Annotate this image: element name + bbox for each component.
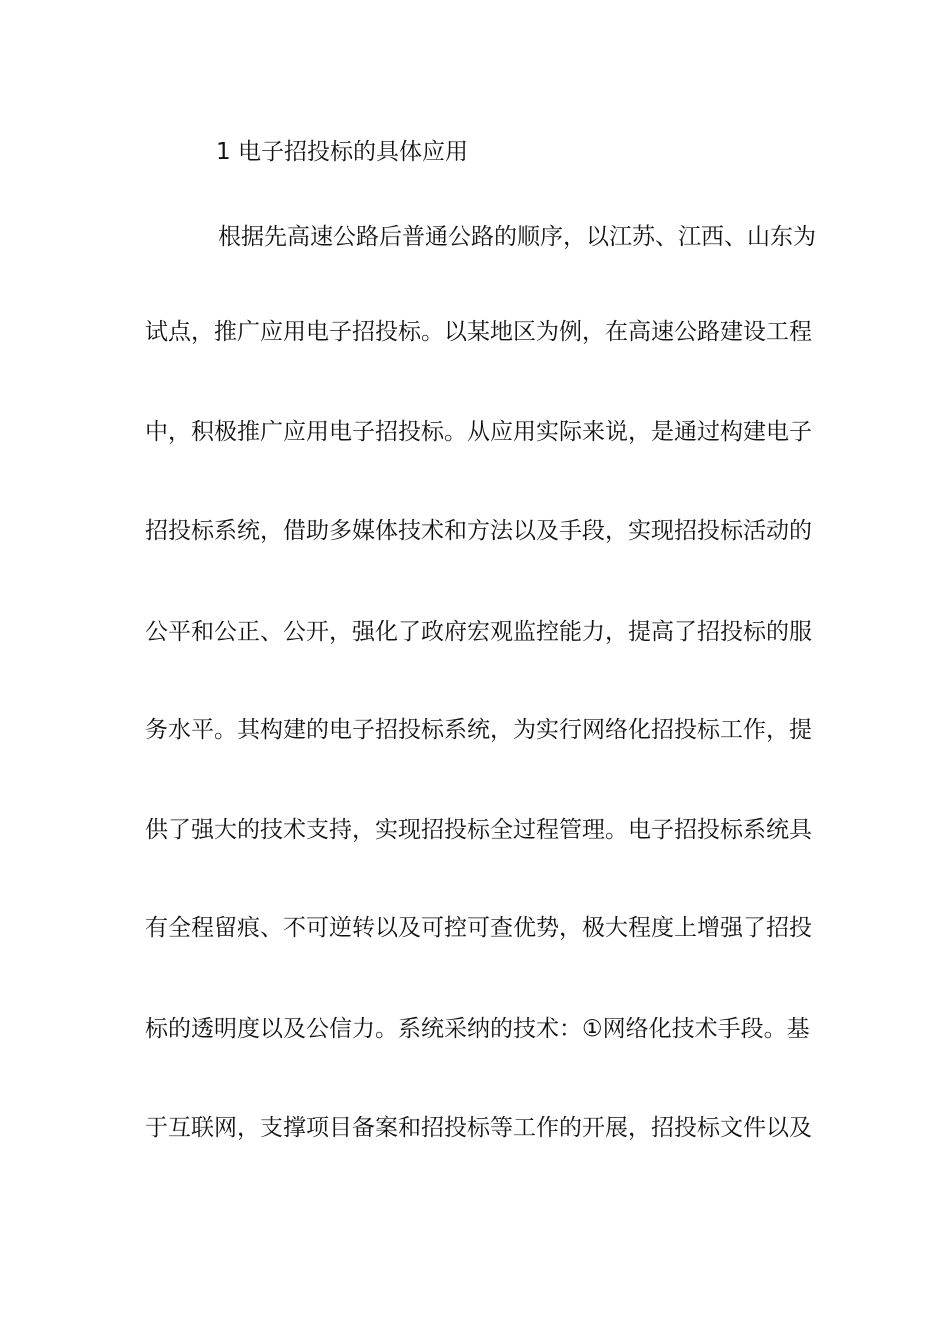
paragraph-line-7: 供了强大的技术支持，实现招投标全过程管理。电子招投标系统具 <box>145 817 812 843</box>
paragraph-line-4: 招投标系统，借助多媒体技术和方法以及手段，实现招投标活动的 <box>145 518 812 544</box>
paragraph-line-10: 于互联网，支撑项目备案和招投标等工作的开展，招投标文件以及 <box>145 1115 812 1141</box>
paragraph-line-3: 中，积极推广应用电子招投标。从应用实际来说，是通过构建电子 <box>145 419 812 445</box>
paragraph-line-6: 务水平。其构建的电子招投标系统，为实行网络化招投标工作，提 <box>145 717 812 743</box>
paragraph-line-2: 试点，推广应用电子招投标。以某地区为例，在高速公路建设工程 <box>145 319 812 345</box>
paragraph-line-8: 有全程留痕、不可逆转以及可控可查优势，极大程度上增强了招投 <box>145 915 812 941</box>
paragraph-line-9: 标的透明度以及公信力。系统采纳的技术：①网络化技术手段。基 <box>145 1016 810 1042</box>
paragraph-line-1: 根据先高速公路后普通公路的顺序，以江苏、江西、山东为 <box>218 224 816 250</box>
paragraph-line-5: 公平和公正、公开，强化了政府宏观监控能力，提高了招投标的服 <box>145 619 812 645</box>
section-heading: 1 电子招投标的具体应用 <box>216 139 468 165</box>
